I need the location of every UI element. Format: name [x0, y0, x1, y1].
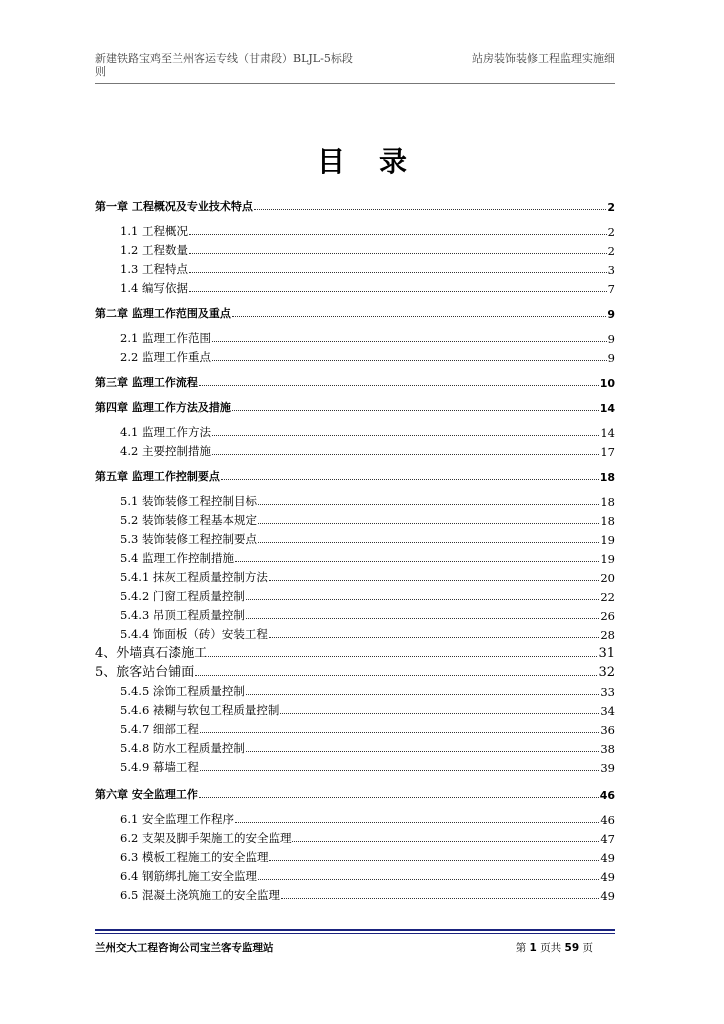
header-project-title: 新建铁路宝鸡至兰州客运专线（甘肃段）BLJL-5标段	[95, 52, 353, 65]
toc-dot-leader	[189, 272, 607, 273]
toc-section-entry[interactable]	[95, 700, 615, 718]
toc-dot-leader	[280, 713, 599, 714]
toc-entry-page: 32	[598, 665, 615, 680]
toc-entry-title: 第六章 安全监理工作	[95, 788, 198, 801]
toc-entry-page: 28	[600, 628, 615, 642]
toc-entry-page: 9	[607, 308, 615, 321]
toc-entry-title: 第一章 工程概况及专业技术特点	[95, 200, 253, 213]
toc-entry-title: 1.1 工程概况	[120, 224, 188, 238]
toc-entry-page: 14	[599, 402, 615, 415]
toc-entry-title: 5.1 装饰装修工程控制目标	[120, 494, 257, 508]
toc-chapter-entry[interactable]	[95, 303, 615, 321]
toc-section-entry[interactable]	[95, 809, 615, 827]
footer-page-suffix: 页	[582, 942, 593, 954]
toc-entry-title: 1.4 编写依据	[120, 281, 188, 295]
toc-dot-leader	[246, 751, 599, 752]
toc-chapter-entry[interactable]	[95, 466, 615, 484]
toc-entry-title: 4.1 监理工作方法	[120, 425, 211, 439]
toc-dot-leader	[212, 454, 599, 455]
toc-dot-leader	[235, 822, 599, 823]
toc-entry-page: 14	[600, 426, 615, 440]
toc-entry-page: 19	[600, 533, 615, 547]
toc-dot-leader	[292, 841, 599, 842]
toc-section-entry[interactable]	[95, 586, 615, 604]
toc-title: 目录	[316, 145, 441, 178]
toc-section-entry[interactable]	[95, 757, 615, 775]
toc-dot-leader	[269, 637, 599, 638]
toc-entry-title: 5.4.7 细部工程	[120, 722, 199, 736]
toc-section-entry[interactable]	[95, 605, 615, 623]
toc-dot-leader	[200, 770, 599, 771]
toc-dot-leader	[258, 523, 599, 524]
toc-entry-title: 1.2 工程数量	[120, 243, 188, 257]
toc-section-entry[interactable]	[95, 221, 615, 239]
toc-entry-page: 49	[600, 851, 615, 865]
toc-dot-leader	[212, 341, 607, 342]
toc-section-entry[interactable]	[95, 510, 615, 528]
toc-dot-leader	[212, 360, 607, 361]
toc-chapter-entry[interactable]	[95, 196, 615, 214]
toc-section-entry[interactable]	[95, 885, 615, 903]
toc-dot-leader	[189, 234, 607, 235]
footer-page-current: 1	[529, 942, 537, 954]
footer-divider-thick	[95, 929, 615, 931]
toc-chapter-entry[interactable]	[95, 397, 615, 415]
toc-entry-page: 49	[600, 870, 615, 884]
toc-entry-page: 46	[600, 813, 615, 827]
toc-entry-page: 33	[600, 685, 615, 699]
toc-entry-title: 6.1 安全监理工作程序	[120, 812, 234, 826]
footer-page-prefix: 第	[515, 942, 527, 954]
toc-section-entry[interactable]	[95, 529, 615, 547]
toc-dot-leader	[189, 253, 607, 254]
toc-chapter-entry[interactable]	[95, 784, 615, 802]
toc-chapter-entry[interactable]	[95, 372, 615, 390]
toc-section-entry[interactable]	[95, 328, 615, 346]
toc-entry-title: 5.4.3 吊顶工程质量控制	[120, 608, 245, 622]
page-header	[95, 52, 615, 82]
toc-entry-page: 39	[600, 761, 615, 775]
toc-dot-leader	[221, 479, 599, 480]
toc-entry-page: 9	[607, 332, 615, 346]
toc-entry-title: 2.2 监理工作重点	[120, 350, 211, 364]
toc-section-entry[interactable]	[95, 643, 615, 661]
toc-section-entry[interactable]	[95, 259, 615, 277]
toc-entry-title: 6.4 钢筋绑扎施工安全监理	[120, 869, 257, 883]
toc-entry-title: 第四章 监理工作方法及措施	[95, 401, 231, 414]
toc-dot-leader	[269, 860, 599, 861]
toc-dot-leader	[258, 879, 599, 880]
toc-entry-page: 34	[600, 704, 615, 718]
toc-dot-leader	[246, 694, 599, 695]
toc-entry-page: 22	[600, 590, 615, 604]
toc-entry-page: 18	[600, 514, 615, 528]
toc-entry-page: 2	[607, 225, 615, 239]
toc-entry-title: 5.4.9 幕墙工程	[120, 760, 199, 774]
footer-page-number	[516, 940, 593, 955]
toc-section-entry[interactable]	[95, 548, 615, 566]
toc-section-entry[interactable]	[95, 866, 615, 884]
toc-section-entry[interactable]	[95, 828, 615, 846]
toc-section-entry[interactable]	[95, 491, 615, 509]
toc-dot-leader	[246, 618, 599, 619]
header-project-title-cont: 则	[95, 65, 106, 78]
toc-entry-page: 47	[600, 832, 615, 846]
toc-entry-page: 3	[607, 263, 615, 277]
toc-section-entry[interactable]	[95, 847, 615, 865]
toc-section-entry[interactable]	[95, 422, 615, 440]
toc-dot-leader	[281, 898, 599, 899]
toc-entry-title: 5.4.5 涂饰工程质量控制	[120, 684, 245, 698]
toc-entry-page: 49	[600, 889, 615, 903]
toc-entry-title: 5.4.1 抹灰工程质量控制方法	[120, 570, 268, 584]
toc-section-entry[interactable]	[95, 719, 615, 737]
toc-section-entry[interactable]	[95, 278, 615, 296]
toc-dot-leader	[235, 561, 599, 562]
toc-entry-page: 18	[599, 471, 615, 484]
header-document-title: 站房装饰装修工程监理实施细	[472, 52, 615, 65]
toc-section-entry[interactable]	[95, 240, 615, 258]
toc-entry-title: 5.2 装饰装修工程基本规定	[120, 513, 257, 527]
toc-dot-leader	[189, 291, 607, 292]
toc-entry-title: 2.1 监理工作范围	[120, 331, 211, 345]
toc-section-entry[interactable]	[95, 441, 615, 459]
footer-page-mid: 页共	[540, 942, 562, 954]
toc-dot-leader	[269, 580, 599, 581]
toc-entry-page: 46	[599, 789, 615, 802]
toc-dot-leader	[195, 675, 597, 676]
toc-entry-title: 第五章 监理工作控制要点	[95, 470, 220, 483]
toc-entry-title: 5.4.6 裱糊与软包工程质量控制	[120, 703, 280, 717]
toc-entry-title: 1.3 工程特点	[120, 262, 188, 276]
toc-dot-leader	[208, 656, 597, 657]
toc-entry-page: 10	[599, 377, 615, 390]
toc-entry-title: 6.3 模板工程施工的安全监理	[120, 850, 269, 864]
toc-entry-page: 38	[600, 742, 615, 756]
footer-page-total: 59	[564, 942, 580, 954]
toc-section-entry[interactable]	[95, 681, 615, 699]
toc-entry-page: 31	[598, 646, 615, 661]
toc-entry-title: 5.4.8 防水工程质量控制	[120, 741, 245, 755]
toc-entry-title: 第二章 监理工作范围及重点	[95, 307, 231, 320]
toc-entry-page: 2	[607, 244, 615, 258]
toc-section-entry[interactable]	[95, 347, 615, 365]
toc-dot-leader	[200, 732, 599, 733]
toc-entry-page: 9	[607, 351, 615, 365]
toc-entry-page: 7	[607, 282, 615, 296]
header-left	[95, 52, 365, 78]
footer-organization: 兰州交大工程咨询公司宝兰客专监理站	[95, 942, 274, 954]
toc-dot-leader	[199, 385, 599, 386]
toc-entry-page: 18	[600, 495, 615, 509]
toc-dot-leader	[258, 542, 599, 543]
toc-section-entry[interactable]	[95, 624, 615, 642]
toc-dot-leader	[232, 316, 607, 317]
header-divider	[95, 83, 615, 84]
toc-entry-title: 4、外墙真石漆施工	[95, 646, 208, 661]
toc-entry-title: 4.2 主要控制措施	[120, 444, 211, 458]
toc-dot-leader	[246, 599, 599, 600]
toc-dot-leader	[212, 435, 599, 436]
toc-entry-title: 6.2 支架及脚手架施工的安全监理	[120, 831, 292, 845]
toc-entry-title: 5.4 监理工作控制措施	[120, 551, 234, 565]
toc-entry-title: 5.4.2 门窗工程质量控制	[120, 589, 245, 603]
toc-entry-title: 5.4.4 饰面板（砖）安装工程	[120, 627, 268, 641]
toc-entry-page: 19	[600, 552, 615, 566]
toc-dot-leader	[199, 797, 599, 798]
toc-entry-title: 5、旅客站台铺面	[95, 665, 195, 680]
toc-entry-page: 36	[600, 723, 615, 737]
toc-entry-title: 6.5 混凝土浇筑施工的安全监理	[120, 888, 280, 902]
page-footer	[95, 940, 615, 956]
toc-entry-page: 20	[600, 571, 615, 585]
footer-divider-thin	[95, 933, 615, 934]
toc-entry-page: 26	[600, 609, 615, 623]
toc-entry-page: 2	[607, 201, 615, 214]
toc-section-entry[interactable]	[95, 662, 615, 680]
toc-entry-title: 5.3 装饰装修工程控制要点	[120, 532, 257, 546]
toc-entry-title: 第三章 监理工作流程	[95, 376, 198, 389]
toc-section-entry[interactable]	[95, 567, 615, 585]
toc-entry-page: 17	[600, 445, 615, 459]
toc-dot-leader	[258, 504, 599, 505]
toc-dot-leader	[254, 209, 607, 210]
toc-section-entry[interactable]	[95, 738, 615, 756]
toc-dot-leader	[232, 410, 599, 411]
